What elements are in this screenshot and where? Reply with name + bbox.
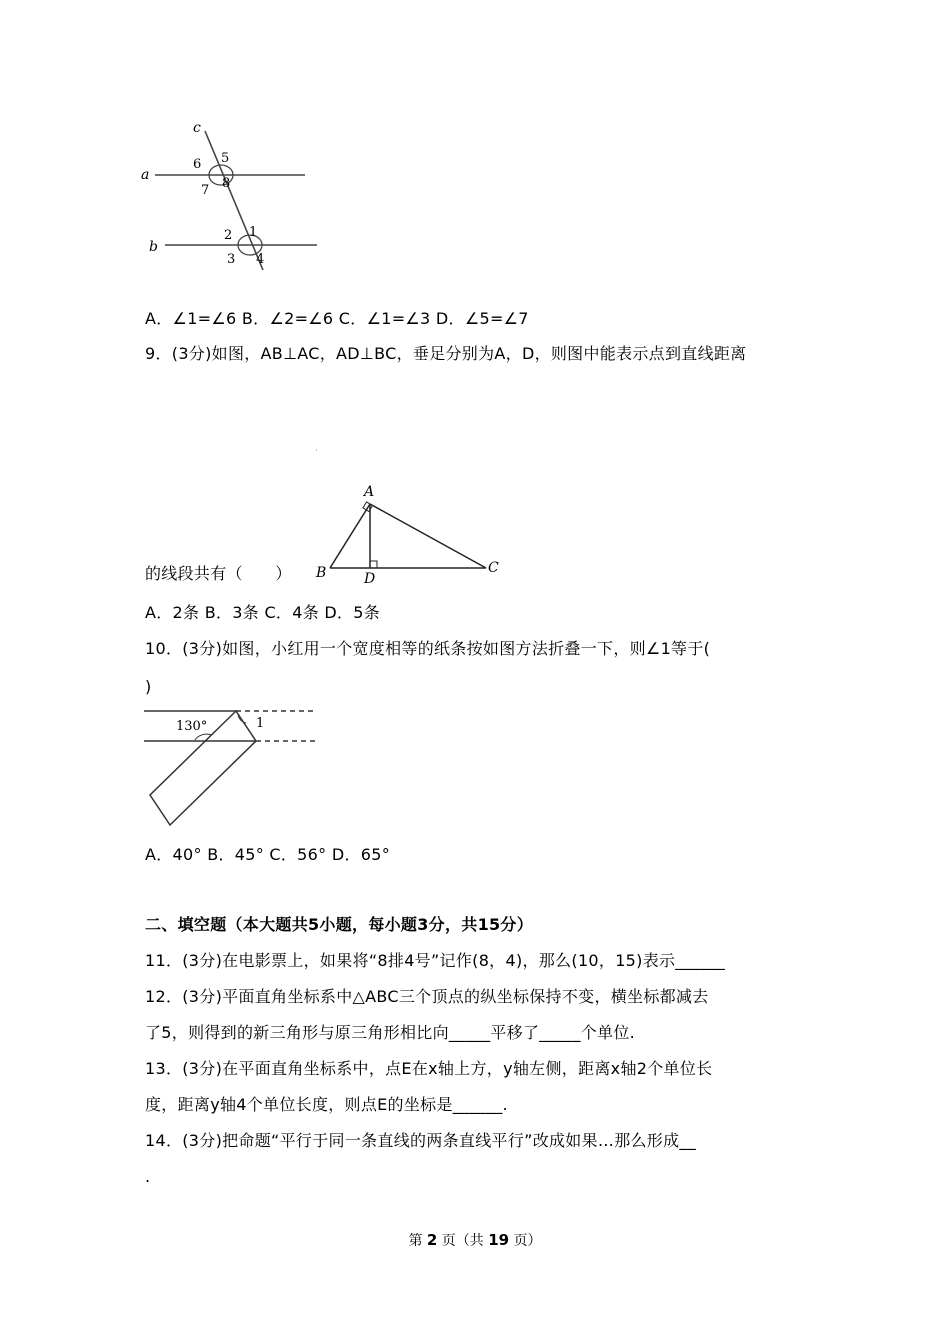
label-B: B (316, 565, 327, 581)
q8-options: A．∠1=∠6 B．∠2=∠6 C．∠1=∠3 D．∠5=∠7 (145, 309, 529, 328)
angle-label-5: 5 (221, 151, 230, 166)
angle-label-1: 1 (256, 716, 265, 731)
q9-stem-cont: 的线段共有（ ） (145, 564, 292, 583)
angle-label-6: 6 (193, 157, 202, 172)
angle-label-4: 4 (256, 252, 265, 267)
q10-figure (140, 703, 320, 831)
footer-page-number: 2 (426, 1231, 438, 1249)
q10-stem-cont: ) (145, 677, 152, 696)
q9-figure (310, 445, 510, 585)
angle-label-130: 130° (176, 719, 208, 734)
q12-stem: 12．(3分)平面直角坐标系中△ABC三个顶点的纵坐标保持不变，横坐标都减去 (145, 987, 709, 1006)
angle-label-7: 7 (201, 183, 210, 198)
q14-stem-cont: . (145, 1167, 151, 1186)
label-c: c (193, 120, 201, 136)
footer-suffix: 页） (513, 1233, 542, 1249)
q10-options: A．40° B．45° C．56° D．65° (145, 845, 391, 864)
label-b: b (149, 239, 158, 255)
q9-options: A．2条 B．3条 C．4条 D．5条 (145, 603, 381, 622)
angle-label-3: 3 (227, 252, 236, 267)
footer-total-pages: 19 (488, 1231, 510, 1249)
q10-stem: 10．(3分)如图，小红用一个宽度相等的纸条按如图方法折叠一下，则∠1等于( (145, 639, 711, 658)
q13-stem: 13．(3分)在平面直角坐标系中，点E在x轴上方，y轴左侧，距离x轴2个单位长 (145, 1059, 713, 1078)
page-footer (0, 1230, 950, 1250)
q11-stem: 11．(3分)在电影票上，如果将“8排4号”记作(8，4)，那么(10，15)表示______ (145, 951, 726, 970)
angle-label-8: 8 (222, 176, 231, 191)
q13-stem-cont: 度，距离y轴4个单位长度，则点E的坐标是______. (145, 1095, 508, 1114)
label-C: C (488, 560, 499, 576)
angle-label-2: 2 (224, 228, 233, 243)
label-D: D (364, 571, 376, 585)
section2-heading: 二、填空题（本大题共5小题，每小题3分，共15分） (145, 915, 534, 934)
q14-stem: 14．(3分)把命题“平行于同一条直线的两条直线平行”改成如果…那么形成__ (145, 1131, 697, 1150)
footer-mid: 页（共 (441, 1233, 484, 1249)
side-ab (330, 504, 370, 568)
label-a: a (141, 167, 150, 183)
q12-stem-cont: 了5，则得到的新三角形与原三角形相比向_____平移了_____个单位. (145, 1023, 636, 1042)
label-A: A (364, 484, 375, 500)
side-ac (370, 504, 486, 568)
right-angle-mark-d (370, 561, 377, 568)
footer-prefix: 第 (408, 1233, 423, 1249)
q8-figure (135, 115, 325, 275)
q9-stem: 9．(3分)如图，AB⊥AC，AD⊥BC，垂足分别为A，D，则图中能表示点到直线距离 (145, 344, 747, 363)
angle-label-1: 1 (249, 225, 258, 240)
transversal-c (205, 131, 263, 270)
